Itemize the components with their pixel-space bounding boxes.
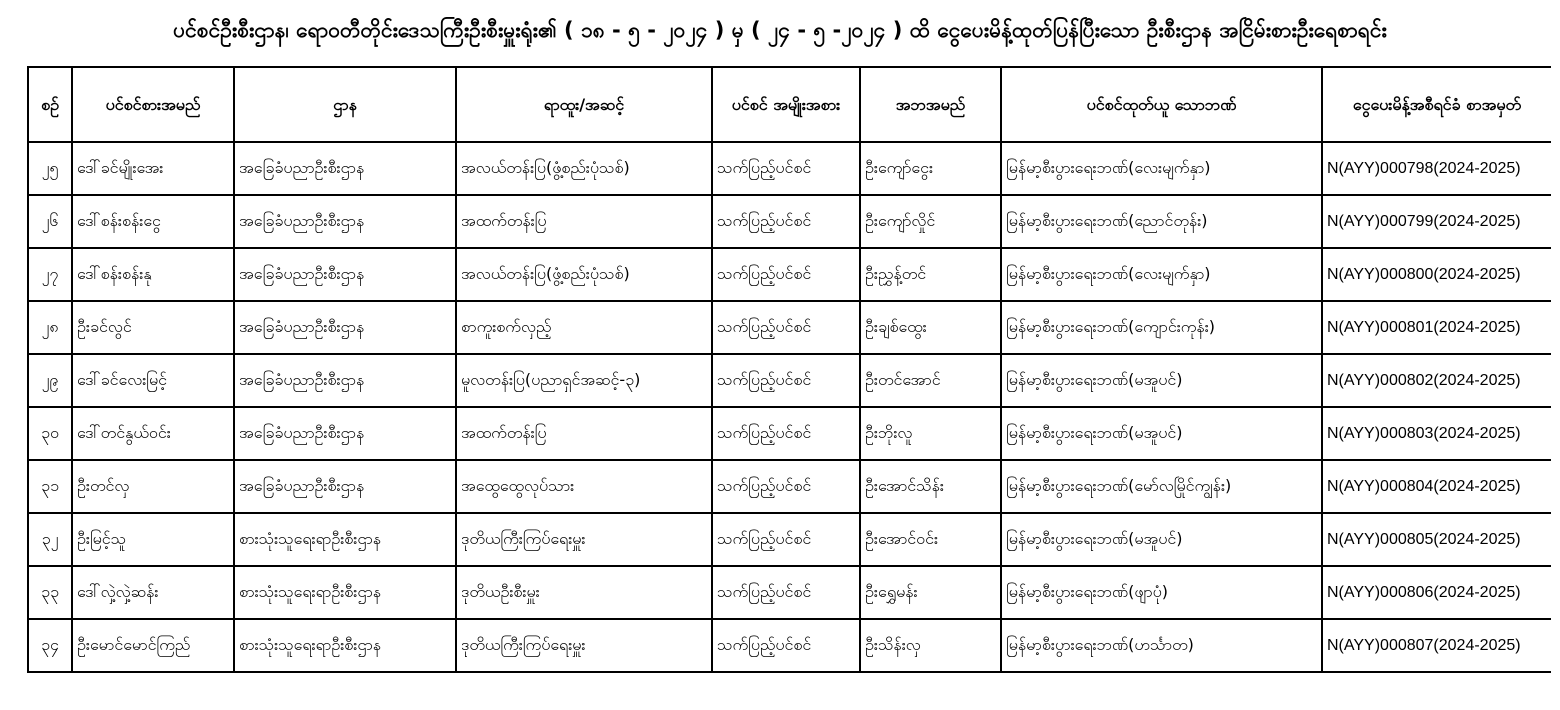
table-body [28,142,1551,672]
cell-report-number: N(AYY)000805(2024-2025) [1322,513,1551,566]
cell-report-number: N(AYY)000802(2024-2025) [1322,354,1551,407]
table-row [28,195,1551,248]
cell-position-rank: အထက်တန်းပြ [456,195,712,248]
cell-pension-type: သက်ပြည့်ပင်စင် [712,142,860,195]
header-paying-bank: ပင်စင်ထုတ်ယူ သောဘဏ် [1001,67,1322,142]
cell-father-name: ဦးချစ်ထွေး [860,301,1001,354]
table-row [28,513,1551,566]
cell-pensioner-name: ဦးတင်လှ [72,460,234,513]
cell-serial-no: ၃၄ [28,619,72,672]
cell-serial-no: ၂၆ [28,195,72,248]
cell-father-name: ဦးရွှေမန်း [860,566,1001,619]
cell-pension-type: သက်ပြည့်ပင်စင် [712,566,860,619]
cell-report-number: N(AYY)000801(2024-2025) [1322,301,1551,354]
cell-pensioner-name: ဦးမောင်မောင်ကြည် [72,619,234,672]
cell-father-name: ဦးသိန်းလှ [860,619,1001,672]
cell-report-number: N(AYY)000799(2024-2025) [1322,195,1551,248]
cell-father-name: ဦးတင်အောင် [860,354,1001,407]
cell-paying-bank: မြန်မာ့စီးပွားရေးဘဏ်(မအူပင်) [1001,407,1322,460]
cell-serial-no: ၂၈ [28,301,72,354]
cell-pensioner-name: ဒေါ်လှဲ့လှဲ့ဆန်း [72,566,234,619]
cell-serial-no: ၃၀ [28,407,72,460]
cell-paying-bank: မြန်မာ့စီးပွားရေးဘဏ်(မော်လမြိုင်ကျွန်း) [1001,460,1322,513]
pensioner-table [27,66,1551,673]
table-header-row [28,67,1551,142]
header-serial-no: စဉ် [28,67,72,142]
cell-father-name: ဦးအောင်ဝင်း [860,513,1001,566]
cell-report-number: N(AYY)000798(2024-2025) [1322,142,1551,195]
cell-pension-type: သက်ပြည့်ပင်စင် [712,619,860,672]
cell-position-rank: အလယ်တန်းပြ(ဖွံ့စည်းပုံသစ်) [456,248,712,301]
cell-serial-no: ၃၃ [28,566,72,619]
header-pensioner-name: ပင်စင်စားအမည် [72,67,234,142]
cell-report-number: N(AYY)000807(2024-2025) [1322,619,1551,672]
cell-report-number: N(AYY)000800(2024-2025) [1322,248,1551,301]
cell-department: စားသုံးသူရေးရာဦးစီးဌာန [234,566,456,619]
cell-position-rank: ဒုတိယကြီးကြပ်ရေးမှူး [456,619,712,672]
cell-pension-type: သက်ပြည့်ပင်စင် [712,460,860,513]
cell-department: စားသုံးသူရေးရာဦးစီးဌာန [234,513,456,566]
cell-position-rank: အထက်တန်းပြ [456,407,712,460]
cell-pensioner-name: ဒေါ်စန်းစန်းငွေ [72,195,234,248]
cell-pensioner-name: ဒေါ်စန်းစန်းနု [72,248,234,301]
cell-father-name: ဦးဘိုးလူ [860,407,1001,460]
cell-pensioner-name: ဦးခင်လွင် [72,301,234,354]
cell-position-rank: အထွေထွေလုပ်သား [456,460,712,513]
header-report-number: ငွေပေးမိန့်အစီရင်ခံ စာအမှတ် [1322,67,1551,142]
cell-department: အခြေခံပညာဦးစီးဌာန [234,354,456,407]
cell-position-rank: မူလတန်းပြ(ပညာရှင်အဆင့်-၃) [456,354,712,407]
cell-position-rank: အလယ်တန်းပြ(ဖွံ့စည်းပုံသစ်) [456,142,712,195]
cell-position-rank: စာကူးစက်လှည့် [456,301,712,354]
cell-paying-bank: မြန်မာ့စီးပွားရေးဘဏ်(ဟင်္သာတ) [1001,619,1322,672]
page-title: ပင်စင်ဦးစီးဌာန၊ ရောဝတီတိုင်းဒေသကြီးဦးစီးမှူးရုံး၏ ( ၁၈ - ၅ - ၂၀၂၄ ) မှ ( ၂၄ - ၅ -၂၀၂၄ ) ထိ ငွေပေးမိန့်ထုတ်ပြန်ပြီးသော ဦးစီးဌာန အငြိမ်းစားဦးရေစာရင်း [173,18,1387,42]
header-pension-type: ပင်စင် အမျိုးအစား [712,67,860,142]
cell-pension-type: သက်ပြည့်ပင်စင် [712,248,860,301]
cell-report-number: N(AYY)000803(2024-2025) [1322,407,1551,460]
cell-position-rank: ဒုတိယဦးစီးမှူး [456,566,712,619]
cell-report-number: N(AYY)000806(2024-2025) [1322,566,1551,619]
cell-paying-bank: မြန်မာ့စီးပွားရေးဘဏ်(မအူပင်) [1001,513,1322,566]
cell-pension-type: သက်ပြည့်ပင်စင် [712,195,860,248]
cell-serial-no: ၃၂ [28,513,72,566]
cell-department: အခြေခံပညာဦးစီးဌာန [234,248,456,301]
cell-paying-bank: မြန်မာ့စီးပွားရေးဘဏ်(ဖျာပုံ) [1001,566,1322,619]
cell-serial-no: ၂၇ [28,248,72,301]
header-father-name: အဘအမည် [860,67,1001,142]
table-row [28,301,1551,354]
cell-pensioner-name: ဒေါ်တင်နွယ်ဝင်း [72,407,234,460]
pensioner-table-container [27,66,1551,706]
header-position-rank: ရာထူး/အဆင့် [456,67,712,142]
cell-position-rank: ဒုတိယကြီးကြပ်ရေးမှူး [456,513,712,566]
table-row [28,619,1551,672]
cell-pension-type: သက်ပြည့်ပင်စင် [712,301,860,354]
cell-department: အခြေခံပညာဦးစီးဌာန [234,195,456,248]
header-department: ဌာန [234,67,456,142]
table-row [28,248,1551,301]
table-row [28,566,1551,619]
cell-serial-no: ၃၁ [28,460,72,513]
cell-father-name: ဦးကျော်လှိုင် [860,195,1001,248]
cell-pension-type: သက်ပြည့်ပင်စင် [712,407,860,460]
cell-paying-bank: မြန်မာ့စီးပွားရေးဘဏ်(ညောင်တုန်း) [1001,195,1322,248]
cell-father-name: ဦးညွှန့်တင် [860,248,1001,301]
cell-father-name: ဦးအောင်သိန်း [860,460,1001,513]
cell-department: အခြေခံပညာဦးစီးဌာန [234,301,456,354]
table-row [28,354,1551,407]
cell-report-number: N(AYY)000804(2024-2025) [1322,460,1551,513]
cell-serial-no: ၂၅ [28,142,72,195]
table-row [28,407,1551,460]
table-row [28,142,1551,195]
cell-pension-type: သက်ပြည့်ပင်စင် [712,354,860,407]
cell-department: အခြေခံပညာဦးစီးဌာန [234,407,456,460]
cell-pensioner-name: ဦးမြင့်သူ [72,513,234,566]
cell-paying-bank: မြန်မာ့စီးပွားရေးဘဏ်(လေးမျက်နှာ) [1001,142,1322,195]
table-row [28,460,1551,513]
cell-department: အခြေခံပညာဦးစီးဌာန [234,142,456,195]
cell-paying-bank: မြန်မာ့စီးပွားရေးဘဏ်(ကျောင်းကုန်း) [1001,301,1322,354]
cell-father-name: ဦးကျော်ငွေး [860,142,1001,195]
cell-paying-bank: မြန်မာ့စီးပွားရေးဘဏ်(လေးမျက်နှာ) [1001,248,1322,301]
cell-department: အခြေခံပညာဦးစီးဌာန [234,460,456,513]
cell-pension-type: သက်ပြည့်ပင်စင် [712,513,860,566]
cell-paying-bank: မြန်မာ့စီးပွားရေးဘဏ်(မအူပင်) [1001,354,1322,407]
cell-department: စားသုံးသူရေးရာဦးစီးဌာန [234,619,456,672]
cell-pensioner-name: ဒေါ်ခင်မျိုးအေး [72,142,234,195]
cell-serial-no: ၂၉ [28,354,72,407]
cell-pensioner-name: ဒေါ်ခင်လေးမြင့် [72,354,234,407]
